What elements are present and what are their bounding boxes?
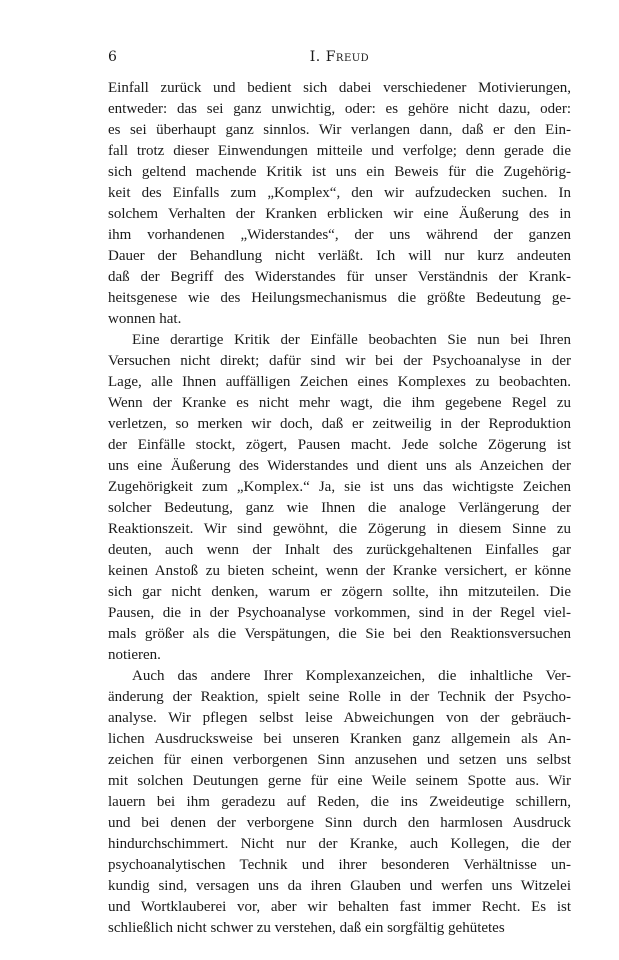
text-line: schließlich nicht schwer zu verstehen, daß ein sorgfältig gehütetes: [108, 920, 505, 936]
text-line: wonnen hat.: [108, 311, 182, 327]
paragraph: [108, 330, 571, 666]
text-line: fall trotz dieser Einwendungen mitteile und verfolge; denn gerade die: [108, 143, 571, 159]
text-line: hindurchschimmert. Nicht nur der Kranke, auch Kollegen, die der: [108, 836, 571, 852]
text-line: solchem Verhalten der Kranken erblicken wir eine Äußerung des in: [108, 206, 571, 222]
running-head: [108, 47, 571, 67]
text-line: verletzen, so merken wir doch, daß er zeitweilig in der Reproduktion: [108, 416, 571, 432]
text-line: kundig sind, versagen uns da ihren Glauben und werfen uns Witzelei: [108, 878, 571, 894]
text-line: Zugehörigkeit zum „Komplex.“ Ja, sie ist uns das wichtigste Zeichen: [108, 479, 571, 495]
text-line: und bei denen der verborgene Sinn durch den harmlosen Ausdruck: [108, 815, 571, 831]
text-line: ihm vorhandenen „Widerstandes“, der uns während der ganzen: [108, 227, 571, 243]
text-line: daß der Begriff des Widerstandes für unser Verständnis der Krank-: [108, 269, 571, 285]
text-line: deuten, auch wenn der Inhalt des zurückgehaltenen Einfalles gar: [108, 542, 571, 558]
text-line: und Wortklauberei vor, aber wir behalten fast immer Recht. Es ist: [108, 899, 571, 915]
text-line: notieren.: [108, 647, 161, 663]
page-number: 6: [108, 49, 117, 65]
text-line: Wenn der Kranke es nicht mehr wagt, die ihm gegebene Regel zu: [108, 395, 571, 411]
text-line: lichen Ausdrucksweise bei unseren Kranken ganz allgemein als An-: [108, 731, 571, 747]
text-line: Lage, alle Ihnen auffälligen Zeichen eines Komplexes zu beobachten.: [108, 374, 571, 390]
text-line: Auch das andere Ihrer Komplexanzeichen, die inhaltliche Ver-: [132, 668, 571, 684]
text-line: zeichen für einen verborgenen Sinn anzusehen und setzen uns selbst: [108, 752, 571, 768]
text-line: Pausen, die in der Psychoanalyse vorkommen, sind in der Regel viel-: [108, 605, 571, 621]
text-line: entweder: das sei ganz unwichtig, oder: es gehöre nicht dazu, oder:: [108, 101, 571, 117]
text-line: uns eine Äußerung des Widerstandes und dient uns als Anzeichen der: [108, 458, 571, 474]
text-line: Einfall zurück und bedient sich dabei verschiedener Motivierungen,: [108, 80, 571, 96]
body-text: [108, 78, 571, 939]
text-line: lauern bei ihm geradezu auf Reden, die ins Zweideutige schillern,: [108, 794, 571, 810]
text-line: Versuchen nicht direkt; dafür sind wir bei der Psychoanalyse in der: [108, 353, 571, 369]
text-line: keinen Anstoß zu bieten scheint, wenn der Kranke versichert, er könne: [108, 563, 571, 579]
paragraph: [108, 666, 571, 939]
text-line: solcher Bedeutung, ganz wie Ihnen die analoge Verlängerung der: [108, 500, 571, 516]
text-line: sich geltend machende Kritik ist uns ein Beweis für die Zugehörig-: [108, 164, 571, 180]
text-line: sich gar nicht denken, warum er zögern sollte, ihn mitzuteilen. Die: [108, 584, 571, 600]
text-line: Eine derartige Kritik der Einfälle beobachten Sie nun bei Ihren: [132, 332, 571, 348]
text-line: es sei überhaupt ganz sinnlos. Wir verlangen dann, daß er den Ein-: [108, 122, 571, 138]
paragraph: [108, 78, 571, 330]
text-line: analyse. Wir pflegen selbst leise Abweichungen von der gebräuch-: [108, 710, 571, 726]
text-line: mals größer als die Verspätungen, die Sie bei den Reaktionsversuchen: [108, 626, 571, 642]
text-line: heitsgenese wie des Heilungsmechanismus die größte Bedeutung ge-: [108, 290, 571, 306]
text-line: änderung der Reaktion, spielt seine Rolle in der Technik der Psycho-: [108, 689, 571, 705]
text-line: psychoanalytischen Technik und ihrer besonderen Verhältnisse un-: [108, 857, 571, 873]
text-line: der Einfälle stockt, zögert, Pausen macht. Jede solche Zögerung ist: [108, 437, 571, 453]
text-line: Reaktionszeit. Wir sind gewöhnt, die Zögerung in diesem Sinne zu: [108, 521, 571, 537]
running-head-author: I. Freud: [309, 49, 370, 65]
text-line: Dauer der Behandlung nicht verläßt. Ich will nur kurz andeuten: [108, 248, 571, 264]
text-line: keit des Einfalls zum „Komplex“, den wir aufzudecken suchen. In: [108, 185, 571, 201]
text-line: mit solchen Deutungen gerne für eine Weile seinem Spotte aus. Wir: [108, 773, 571, 789]
